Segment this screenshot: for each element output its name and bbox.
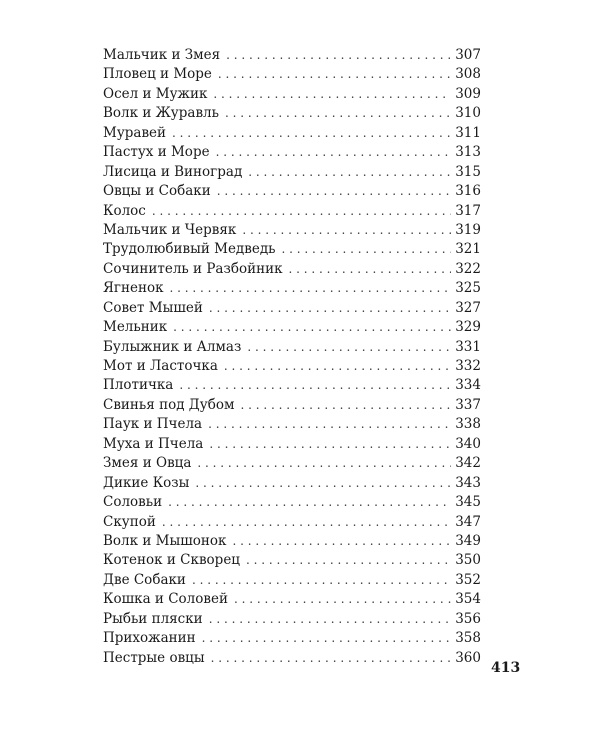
toc-leader-dots	[248, 163, 451, 182]
toc-entry-page: 321	[455, 241, 481, 258]
toc-leader-dots	[232, 532, 451, 551]
toc-entry-page: 356	[455, 610, 481, 627]
toc-entry	[103, 182, 481, 201]
toc-leader-dots	[224, 357, 451, 376]
toc-entry	[103, 318, 481, 337]
toc-entry	[103, 435, 481, 454]
toc-entry-page: 331	[455, 338, 481, 355]
toc-entry-page: 345	[455, 494, 481, 511]
toc-entry-page: 354	[455, 591, 481, 608]
toc-leader-dots	[242, 221, 451, 240]
toc-leader-dots	[168, 493, 451, 512]
toc-entry-page: 343	[455, 474, 481, 491]
toc-entry-title: Соловьи	[103, 494, 163, 511]
toc-entry-title: Паук и Пчела	[103, 416, 203, 433]
toc-leader-dots	[197, 454, 451, 473]
toc-entry-page: 350	[455, 552, 481, 569]
toc-leader-dots	[226, 46, 451, 65]
toc-entry-title: Дикие Козы	[103, 474, 190, 491]
toc-entry	[103, 240, 481, 259]
toc-entry	[103, 221, 481, 240]
toc-entry-page: 315	[455, 163, 481, 180]
toc-entry	[103, 454, 481, 473]
toc-entry-page: 311	[455, 124, 481, 141]
toc-entry-page: 334	[455, 377, 481, 394]
toc-entry-page: 340	[455, 435, 481, 452]
toc-leader-dots	[208, 415, 451, 434]
toc-entry	[103, 279, 481, 298]
toc-leader-dots	[179, 376, 451, 395]
toc-leader-dots	[152, 202, 451, 221]
toc-entry-page: 329	[455, 319, 481, 336]
toc-entry	[103, 610, 481, 629]
toc-entry-title: Прихожанин	[103, 630, 196, 647]
toc-entry-page: 352	[455, 571, 481, 588]
toc-entry	[103, 124, 481, 143]
toc-entry	[103, 571, 481, 590]
toc-entry-title: Змея и Овца	[103, 455, 192, 472]
toc-entry-title: Плотичка	[103, 377, 174, 394]
toc-entry	[103, 532, 481, 551]
toc-entry-page: 307	[455, 47, 481, 63]
toc-entry-title: Мальчик и Червяк	[103, 221, 237, 238]
toc-entry-title: Овцы и Собаки	[103, 183, 211, 200]
toc-entry-title: Скупой	[103, 513, 156, 530]
toc-entry	[103, 85, 481, 104]
toc-entry-page: 308	[455, 66, 481, 83]
toc-leader-dots	[217, 182, 451, 201]
toc-entry	[103, 163, 481, 182]
toc-leader-dots	[247, 338, 451, 357]
toc-leader-dots	[282, 240, 452, 259]
toc-entry-title: Две Собаки	[103, 571, 186, 588]
toc-entry-title: Муха и Пчела	[103, 435, 204, 452]
toc-entry	[103, 629, 481, 648]
toc-entry-title: Котенок и Скворец	[103, 552, 240, 569]
toc-entry-page: 313	[455, 144, 481, 161]
toc-entry-title: Пестрые овцы	[103, 649, 205, 666]
toc-entry	[103, 338, 481, 357]
toc-entry	[103, 46, 481, 65]
toc-entry	[103, 143, 481, 162]
toc-entry-page: 316	[455, 183, 481, 200]
toc-entry	[103, 649, 481, 668]
toc-entry-title: Колос	[103, 202, 146, 219]
toc-entry-title: Кошка и Соловей	[103, 591, 228, 608]
toc-entry-page: 347	[455, 513, 481, 530]
toc-leader-dots	[216, 143, 452, 162]
toc-entry-page: 349	[455, 532, 481, 549]
toc-entry-title: Мальчик и Змея	[103, 47, 221, 63]
toc-entry-page: 325	[455, 280, 481, 297]
toc-entry-title: Волк и Мышонок	[103, 532, 227, 549]
toc-entry-page: 338	[455, 416, 481, 433]
toc-leader-dots	[162, 513, 451, 532]
toc-entry-title: Булыжник и Алмаз	[103, 338, 242, 355]
toc-leader-dots	[241, 396, 452, 415]
table-of-contents	[103, 46, 481, 668]
toc-leader-dots	[234, 590, 451, 609]
toc-entry-title: Рыбьи пляски	[103, 610, 203, 627]
toc-entry	[103, 104, 481, 123]
toc-entry-title: Волк и Журавль	[103, 105, 219, 122]
toc-entry-title: Пастух и Море	[103, 144, 210, 161]
toc-entry-page: 310	[455, 105, 481, 122]
toc-entry	[103, 551, 481, 570]
toc-entry-page: 327	[455, 299, 481, 316]
toc-entry-title: Лисица и Виноград	[103, 163, 243, 180]
toc-entry	[103, 376, 481, 395]
toc-leader-dots	[170, 279, 452, 298]
toc-entry	[103, 493, 481, 512]
toc-entry	[103, 415, 481, 434]
toc-leader-dots	[172, 124, 451, 143]
page-number: 413	[491, 660, 521, 676]
toc-entry-title: Ягненок	[103, 280, 164, 297]
toc-entry-title: Муравей	[103, 124, 167, 141]
toc-entry-title: Пловец и Море	[103, 66, 212, 83]
toc-entry-page: 360	[455, 649, 481, 666]
toc-entry-page: 319	[455, 221, 481, 238]
toc-leader-dots	[211, 649, 452, 668]
toc-entry-title: Свинья под Дубом	[103, 396, 235, 413]
toc-entry-page: 342	[455, 455, 481, 472]
toc-leader-dots	[289, 260, 452, 279]
toc-entry-page: 317	[455, 202, 481, 219]
toc-entry	[103, 513, 481, 532]
toc-leader-dots	[213, 85, 451, 104]
toc-entry-title: Сочинитель и Разбойник	[103, 260, 283, 277]
toc-entry-title: Мельник	[103, 319, 168, 336]
toc-entry-page: 337	[455, 396, 481, 413]
toc-entry-title: Совет Мышей	[103, 299, 203, 316]
toc-entry-title: Мот и Ласточка	[103, 358, 218, 374]
toc-entry-title: Осел и Мужик	[103, 85, 208, 102]
toc-entry	[103, 65, 481, 84]
toc-entry-page: 358	[455, 630, 481, 647]
toc-leader-dots	[218, 65, 451, 84]
toc-leader-dots	[225, 104, 451, 123]
toc-entry	[103, 260, 481, 279]
toc-leader-dots	[195, 474, 451, 493]
toc-entry-page: 322	[455, 260, 481, 277]
toc-leader-dots	[209, 299, 451, 318]
toc-entry	[103, 202, 481, 221]
toc-entry	[103, 357, 481, 376]
toc-leader-dots	[173, 318, 451, 337]
toc-leader-dots	[209, 435, 451, 454]
toc-entry-page: 332	[455, 358, 481, 374]
toc-leader-dots	[246, 551, 451, 570]
toc-entry	[103, 474, 481, 493]
toc-leader-dots	[192, 571, 451, 590]
toc-leader-dots	[209, 610, 452, 629]
toc-leader-dots	[202, 629, 452, 648]
toc-entry-page: 309	[455, 85, 481, 102]
toc-entry	[103, 590, 481, 609]
toc-entry	[103, 396, 481, 415]
toc-entry-title: Трудолюбивый Медведь	[103, 241, 276, 258]
toc-entry	[103, 299, 481, 318]
